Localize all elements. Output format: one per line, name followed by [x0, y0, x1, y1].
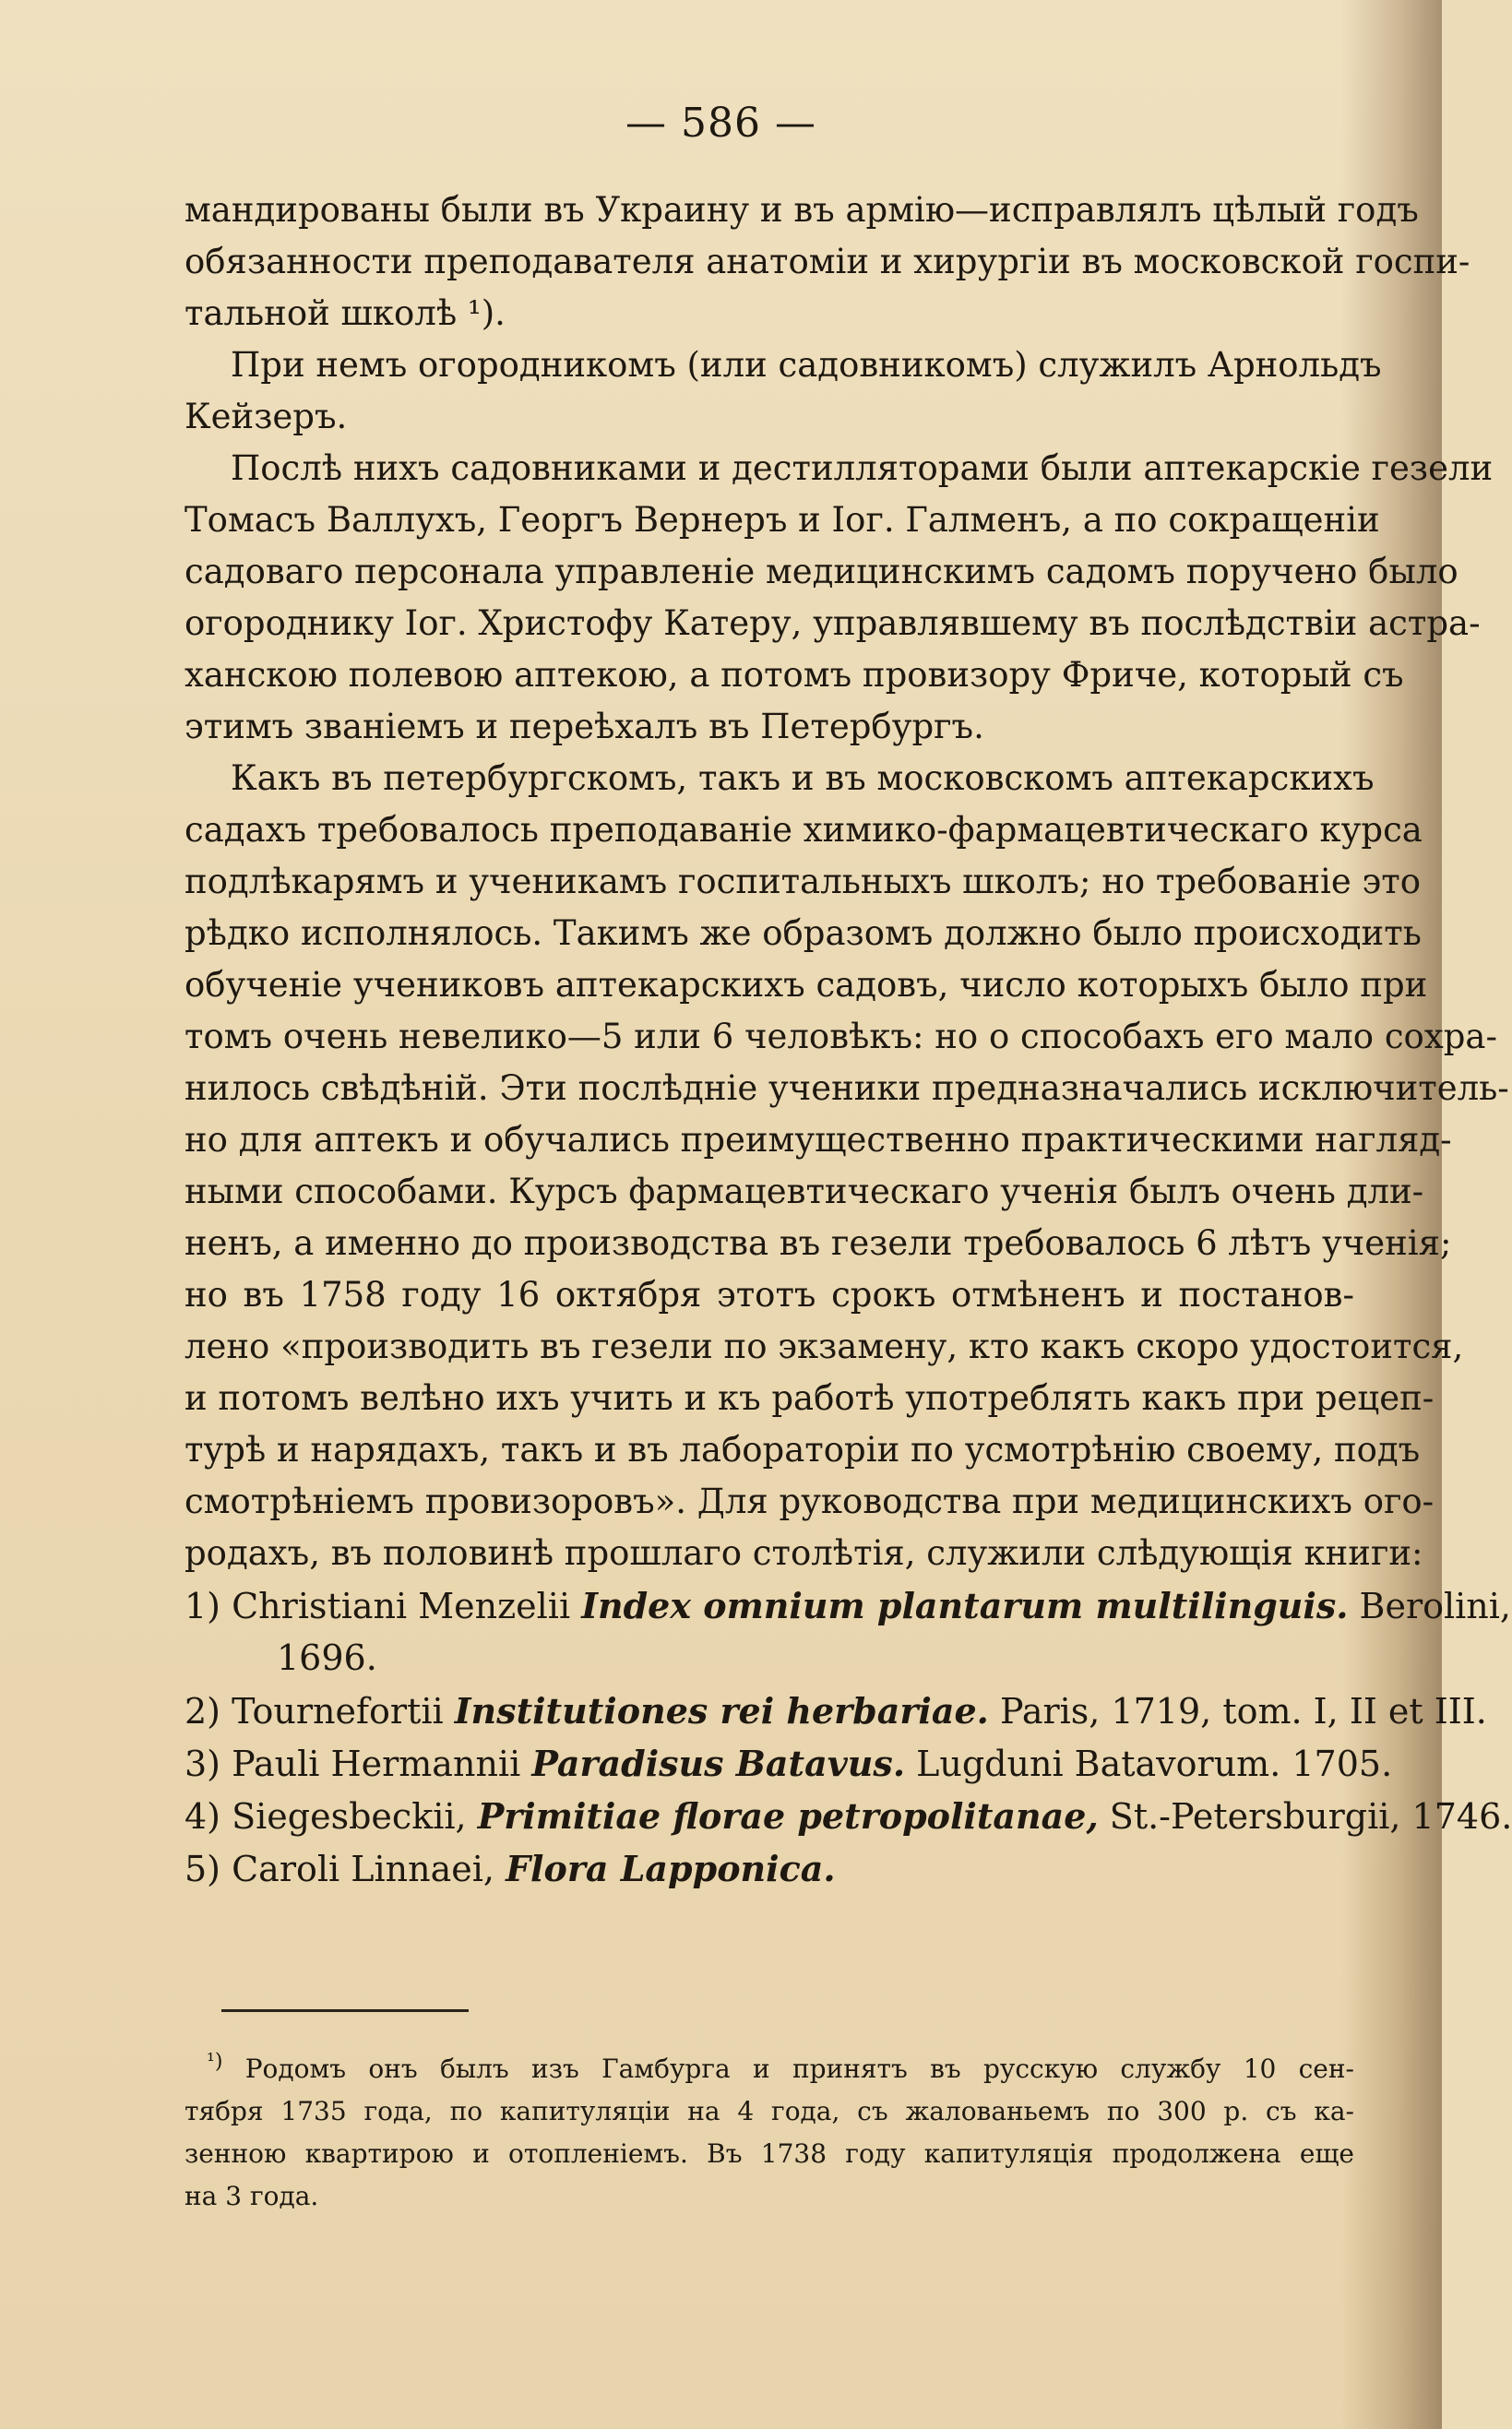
- main-text: [185, 185, 1512, 1895]
- footnote-text: Родомъ онъ былъ изъ Гамбурга и принятъ въ русскую службу 10 сен-: [244, 2054, 1354, 2084]
- bibliography-entry: [185, 1842, 1354, 1895]
- text-line: мандированы были въ Украину и въ армію—исправлялъ цѣлый годъ: [185, 190, 1419, 230]
- text-line: Кейзеръ.: [185, 397, 348, 436]
- text-line: лено «производить въ гезели по экзамену, кто какъ скоро удостоится,: [185, 1327, 1464, 1366]
- entry-number: 2): [185, 1691, 221, 1732]
- text-line: Томасъ Валлухъ, Георгъ Вернеръ и Іог. Галменъ, а по сокращеніи: [185, 500, 1380, 540]
- entry-title: Institutiones rei herbariae.: [454, 1690, 989, 1732]
- text-line: ханскою полевою аптекою, а потомъ провизору Фриче, который съ: [185, 655, 1404, 695]
- text-line: рѣдко исполнялось. Такимъ же образомъ должно было происходить: [185, 913, 1422, 953]
- text-line: огороднику Іог. Христофу Катеру, управлявшему въ послѣдствіи астра-: [185, 603, 1481, 643]
- text-line: тальной школѣ ¹).: [185, 293, 506, 333]
- entry-title: Paradisus Batavus.: [531, 1743, 906, 1784]
- bibliography-entry: [185, 1790, 1512, 1842]
- text-line: ными способами. Курсъ фармацевтическаго ученія былъ очень дли-: [185, 1172, 1424, 1211]
- footnote-separator: [221, 2009, 469, 2012]
- text-line: ненъ, а именно до производства въ гезели требовалось 6 лѣтъ ученія;: [185, 1223, 1452, 1263]
- bibliography-entry: [185, 1685, 1487, 1737]
- entry-author: Caroli Linnaei,: [232, 1849, 494, 1889]
- text-line: садахъ требовалось преподаваніе химико-фармацевтическаго курса: [185, 810, 1423, 850]
- footnote: [185, 2048, 1354, 2218]
- footnote-line: на 3 года.: [185, 2181, 319, 2211]
- text-line: Послѣ нихъ садовниками и дестилляторами были аптекарскіе гезели: [231, 448, 1494, 488]
- text-line: обученіе учениковъ аптекарскихъ садовъ, число которыхъ было при: [185, 965, 1428, 1005]
- footnote-marker: ¹): [207, 2050, 223, 2074]
- entry-details: Berolini,: [1359, 1586, 1512, 1626]
- bibliography-entry: [185, 1579, 1512, 1632]
- text-line: но въ 1758 году 16 октября этотъ срокъ отмѣненъ и постанов-: [185, 1275, 1354, 1315]
- entry-author: Tournefortii: [232, 1691, 444, 1732]
- entry-author: Pauli Hermannii: [232, 1744, 521, 1784]
- footnote-line: зенною квартирою и отопленіемъ. Въ 1738 году капитуляція продолжена еще: [185, 2138, 1354, 2169]
- entry-details: Lugduni Batavorum. 1705.: [916, 1744, 1393, 1784]
- entry-number: 4): [185, 1796, 221, 1837]
- text-line: турѣ и нарядахъ, такъ и въ лабораторіи по усмотрѣнію своему, подъ: [185, 1430, 1421, 1470]
- text-line: нилось свѣдѣній. Эти послѣдніе ученики предназначались исключитель-: [185, 1068, 1509, 1108]
- text-line: томъ очень невелико—5 или 6 человѣкъ: но о способахъ его мало сохра-: [185, 1017, 1497, 1056]
- entry-author: Christiani Menzelii: [232, 1586, 571, 1626]
- text-line: родахъ, въ половинѣ прошлаго столѣтія, служили слѣдующія книги:: [185, 1533, 1423, 1573]
- text-line: но для аптекъ и обучались преимущественно практическими нагляд-: [185, 1120, 1452, 1160]
- entry-title: Flora Lapponica.: [506, 1848, 836, 1889]
- text-line: обязанности преподавателя анатоміи и хирургіи въ московской госпи-: [185, 242, 1470, 281]
- footnote-line: тября 1735 года, по капитуляціи на 4 года, съ жалованьемъ по 300 р. съ ка-: [185, 2096, 1354, 2126]
- text-line: Какъ въ петербургскомъ, такъ и въ московскомъ аптекарскихъ: [231, 758, 1375, 798]
- bibliography-entry-continuation: 1696.: [277, 1637, 377, 1678]
- entry-number: 5): [185, 1849, 221, 1889]
- footnote-line: [185, 2048, 1354, 2090]
- bibliography-entry: [185, 1737, 1393, 1790]
- entry-details: St.-Petersburgii, 1746.: [1109, 1796, 1512, 1837]
- text-line: садоваго персонала управленіе медицинскимъ садомъ поручено было: [185, 552, 1458, 591]
- entry-title: Primitiae florae petropolitanae,: [477, 1795, 1099, 1837]
- entry-number: 1): [185, 1586, 221, 1626]
- entry-title: Index omnium plantarum multilinguis.: [581, 1585, 1349, 1626]
- page-number: — 586 —: [625, 100, 816, 147]
- text-line: При немъ огородникомъ (или садовникомъ) служилъ Арнольдъ: [231, 345, 1382, 385]
- text-line: смотрѣніемъ провизоровъ». Для руководства при медицинскихъ ого-: [185, 1482, 1435, 1521]
- entry-author: Siegesbeckii,: [232, 1796, 467, 1837]
- text-line: и потомъ велѣно ихъ учить и къ работѣ употреблять какъ при рецеп-: [185, 1378, 1435, 1418]
- text-line: этимъ званіемъ и переѣхалъ въ Петербургъ.: [185, 707, 984, 746]
- entry-details: Paris, 1719, tom. I, II et III.: [999, 1691, 1487, 1732]
- entry-number: 3): [185, 1744, 221, 1784]
- text-line: подлѣкарямъ и ученикамъ госпитальныхъ школъ; но требованіе это: [185, 862, 1422, 901]
- bibliography-list: [185, 1579, 1512, 1895]
